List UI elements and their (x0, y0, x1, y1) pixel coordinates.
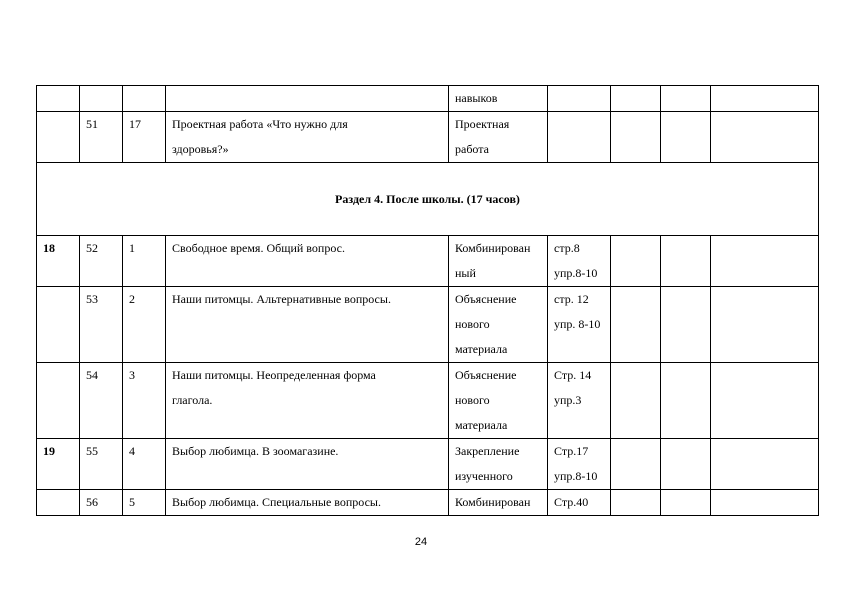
table-row (37, 490, 819, 516)
textbook-pages-cell (548, 86, 611, 112)
empty-cell (611, 236, 661, 287)
empty-cell (661, 439, 711, 490)
lesson-number-cell: 55 (80, 439, 123, 490)
topic-cell: Наши питомцы. Неопределенная форма глагола. (166, 363, 449, 439)
table-row (37, 112, 819, 163)
empty-cell (611, 112, 661, 163)
topic-cell (166, 86, 449, 112)
empty-cell (611, 439, 661, 490)
empty-cell (661, 363, 711, 439)
lesson-number-cell: 51 (80, 112, 123, 163)
week-cell (37, 287, 80, 363)
textbook-pages-cell: Стр.40 (548, 490, 611, 516)
empty-cell (711, 287, 819, 363)
empty-cell (711, 439, 819, 490)
section-heading: Раздел 4. После школы. (17 часов) (37, 163, 819, 236)
lesson-type-cell: Комбинирован (449, 490, 548, 516)
week-cell: 19 (37, 439, 80, 490)
table-row (37, 287, 819, 363)
section-lesson-number-cell (123, 86, 166, 112)
lesson-number-cell: 53 (80, 287, 123, 363)
lesson-type-cell: Объяснение нового материала (449, 363, 548, 439)
week-cell (37, 86, 80, 112)
lesson-number-cell: 52 (80, 236, 123, 287)
table-row (37, 236, 819, 287)
topic-cell: Выбор любимца. В зоомагазине. (166, 439, 449, 490)
empty-cell (711, 236, 819, 287)
textbook-pages-cell: стр. 12 упр. 8-10 (548, 287, 611, 363)
empty-cell (611, 363, 661, 439)
empty-cell (711, 86, 819, 112)
section-lesson-number-cell: 17 (123, 112, 166, 163)
lesson-type-cell: навыков (449, 86, 548, 112)
textbook-pages-cell (548, 112, 611, 163)
empty-cell (711, 490, 819, 516)
section-lesson-number-cell: 2 (123, 287, 166, 363)
lesson-type-cell: Проектная работа (449, 112, 548, 163)
empty-cell (611, 287, 661, 363)
lesson-type-cell: Комбинирован ный (449, 236, 548, 287)
table-row (37, 86, 819, 112)
topic-cell: Наши питомцы. Альтернативные вопросы. (166, 287, 449, 363)
week-cell: 18 (37, 236, 80, 287)
topic-cell: Проектная работа «Что нужно для здоровья?» (166, 112, 449, 163)
textbook-pages-cell: стр.8 упр.8-10 (548, 236, 611, 287)
table-row (37, 439, 819, 490)
empty-cell (661, 112, 711, 163)
lesson-number-cell (80, 86, 123, 112)
section-lesson-number-cell: 1 (123, 236, 166, 287)
empty-cell (611, 86, 661, 112)
empty-cell (661, 490, 711, 516)
lesson-number-cell: 54 (80, 363, 123, 439)
textbook-pages-cell: Стр. 14 упр.3 (548, 363, 611, 439)
section-lesson-number-cell: 3 (123, 363, 166, 439)
section-lesson-number-cell: 5 (123, 490, 166, 516)
empty-cell (661, 287, 711, 363)
empty-cell (661, 236, 711, 287)
empty-cell (711, 363, 819, 439)
lesson-type-cell: Закрепление изученного (449, 439, 548, 490)
table-row (37, 363, 819, 439)
topic-cell: Свободное время. Общий вопрос. (166, 236, 449, 287)
empty-cell (711, 112, 819, 163)
topic-cell: Выбор любимца. Специальные вопросы. (166, 490, 449, 516)
lesson-type-cell: Объяснение нового материала (449, 287, 548, 363)
empty-cell (661, 86, 711, 112)
lesson-plan-table (36, 85, 819, 516)
week-cell (37, 363, 80, 439)
lesson-number-cell: 56 (80, 490, 123, 516)
page-number: 24 (414, 536, 428, 548)
empty-cell (611, 490, 661, 516)
week-cell (37, 112, 80, 163)
section-row (37, 163, 819, 236)
week-cell (37, 490, 80, 516)
section-lesson-number-cell: 4 (123, 439, 166, 490)
textbook-pages-cell: Стр.17 упр.8-10 (548, 439, 611, 490)
